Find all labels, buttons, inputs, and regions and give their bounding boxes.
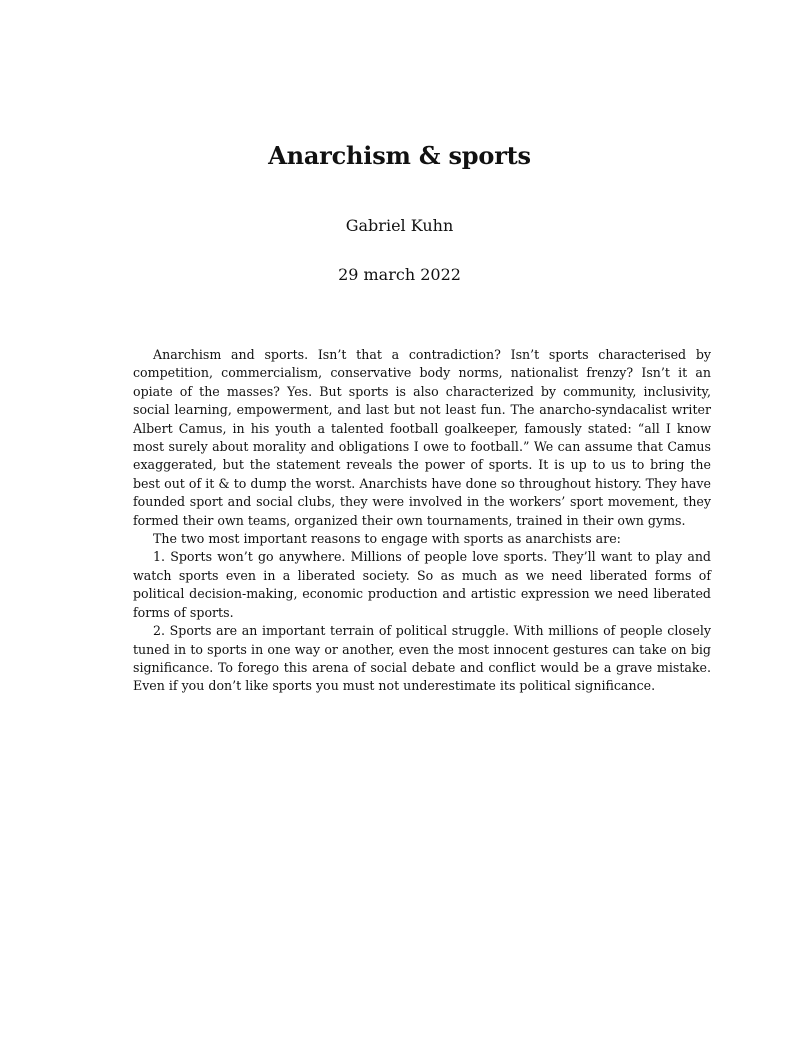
document-author: Gabriel Kuhn bbox=[345, 216, 454, 235]
document-title: Anarchism & sports bbox=[268, 141, 531, 170]
paragraph-reasons-lead: The two most important reasons to engage with sports as anarchists are: bbox=[153, 531, 621, 547]
paragraph-reason-2: 2. Sports are an important terrain of political struggle. With millions of people closely tuned in to sports in one way or another, even the most innocent gestures can take on big significance. To forego this arena of social debate and conflict would be a grave mistake. Even if you don’t like sports you must not underestimate its political significance. bbox=[133, 623, 711, 694]
paragraph-intro: Anarchism and sports. Isn’t that a contradiction? Isn’t sports characterised by competition, commercialism, conservative body norms, nationalist frenzy? Isn’t it an opiate of the masses? Yes. But sports is also characterized by community, inclusivity, social learning, empowerment, and last but not least fun. The anarcho-syndacalist writer Albert Camus, in his youth a talented football goalkeeper, famously stated: “all I know most surely about morality and obligations I owe to football.” We can assume that Camus exaggerated, but the statement reveals the power of sports. It is up to us to bring the best out of it & to dump the worst. Anarchists have done so throughout history. They have founded sport and social clubs, they were involved in the workers’ sport movement, they formed their own teams, organized their own tournaments, trained in their own gyms. bbox=[133, 347, 711, 528]
document-body bbox=[133, 346, 711, 696]
document-date: 29 march 2022 bbox=[338, 265, 461, 284]
paragraph-reason-1: 1. Sports won’t go anywhere. Millions of people love sports. They’ll want to play and watch sports even in a liberated society. So as much as we need liberated forms of political decision-making, economic production and artistic expression we need liberated forms of sports. bbox=[133, 549, 711, 620]
